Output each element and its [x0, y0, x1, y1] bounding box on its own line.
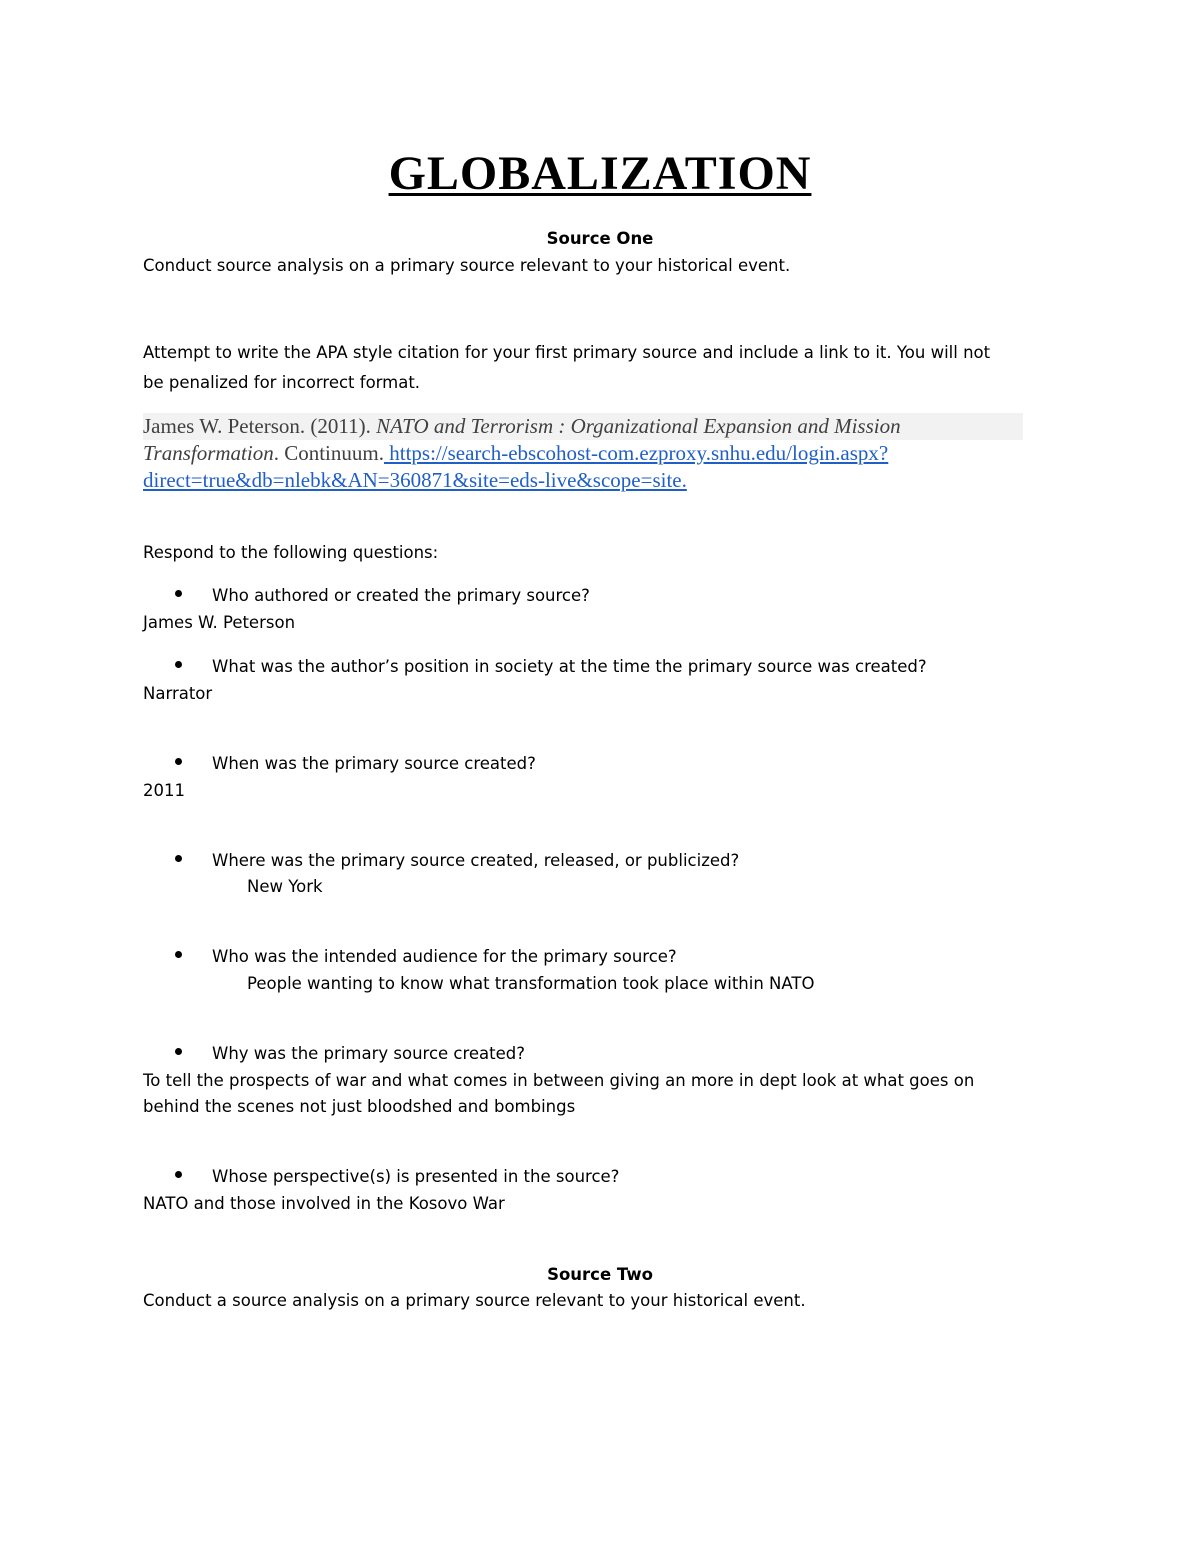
- citation-prompt-line1: Attempt to write the APA style citation for your first primary source and include a link to it. You will not: [143, 343, 991, 362]
- citation-prompt-line2: be penalized for incorrect format.: [143, 373, 421, 392]
- citation-title-part2: Transformation: [143, 441, 274, 465]
- answer-5: People wanting to know what transformation took place within NATO: [247, 974, 815, 993]
- citation-line-3: [143, 467, 1023, 494]
- bullet-icon: [174, 851, 184, 861]
- source-two-heading: Source Two: [547, 1265, 653, 1284]
- question-6: Why was the primary source created?: [212, 1044, 526, 1063]
- source-one-heading: Source One: [546, 229, 654, 248]
- question-5: Who was the intended audience for the primary source?: [212, 947, 677, 966]
- answer-6-line2: behind the scenes not just bloodshed and bombings: [143, 1097, 576, 1116]
- question-7: Whose perspective(s) is presented in the source?: [212, 1167, 620, 1186]
- apa-citation: [143, 413, 1023, 494]
- question-4: Where was the primary source created, released, or publicized?: [212, 851, 740, 870]
- citation-title-part1: NATO and Terrorism : Organizational Expansion and Mission: [376, 414, 901, 438]
- question-1: Who authored or created the primary source?: [212, 586, 590, 605]
- bullet-icon: [174, 657, 184, 667]
- answer-7: NATO and those involved in the Kosovo War: [143, 1194, 505, 1213]
- question-3: When was the primary source created?: [212, 754, 536, 773]
- answer-4: New York: [247, 877, 323, 896]
- bullet-icon: [174, 947, 184, 957]
- citation-author-year: James W. Peterson. (2011).: [143, 414, 377, 438]
- document-title: GLOBALIZATION: [388, 147, 812, 200]
- citation-link-part1[interactable]: https://search-ebscohost-com.ezproxy.snhu.edu/login.aspx?: [383, 441, 889, 465]
- citation-link-part2[interactable]: direct=true&db=nlebk&AN=360871&site=eds-live&scope=site.: [143, 468, 687, 492]
- bullet-icon: [174, 586, 184, 596]
- question-2: What was the author’s position in society at the time the primary source was created?: [212, 657, 927, 676]
- source-one-instruction: Conduct source analysis on a primary source relevant to your historical event.: [143, 256, 791, 275]
- citation-publisher: . Continuum.: [273, 441, 384, 465]
- answer-6-line1: To tell the prospects of war and what comes in between giving an more in dept look at what goes on: [143, 1071, 975, 1090]
- bullet-icon: [174, 1167, 184, 1177]
- source-two-instruction: Conduct a source analysis on a primary source relevant to your historical event.: [143, 1291, 806, 1310]
- answer-1: James W. Peterson: [143, 613, 296, 632]
- bullet-icon: [174, 1044, 184, 1054]
- citation-line-1: [143, 413, 1023, 440]
- bullet-icon: [174, 754, 184, 764]
- citation-line-2: [143, 440, 1023, 467]
- answer-2: Narrator: [143, 684, 213, 703]
- questions-intro: Respond to the following questions:: [143, 543, 439, 562]
- answer-3: 2011: [143, 781, 185, 800]
